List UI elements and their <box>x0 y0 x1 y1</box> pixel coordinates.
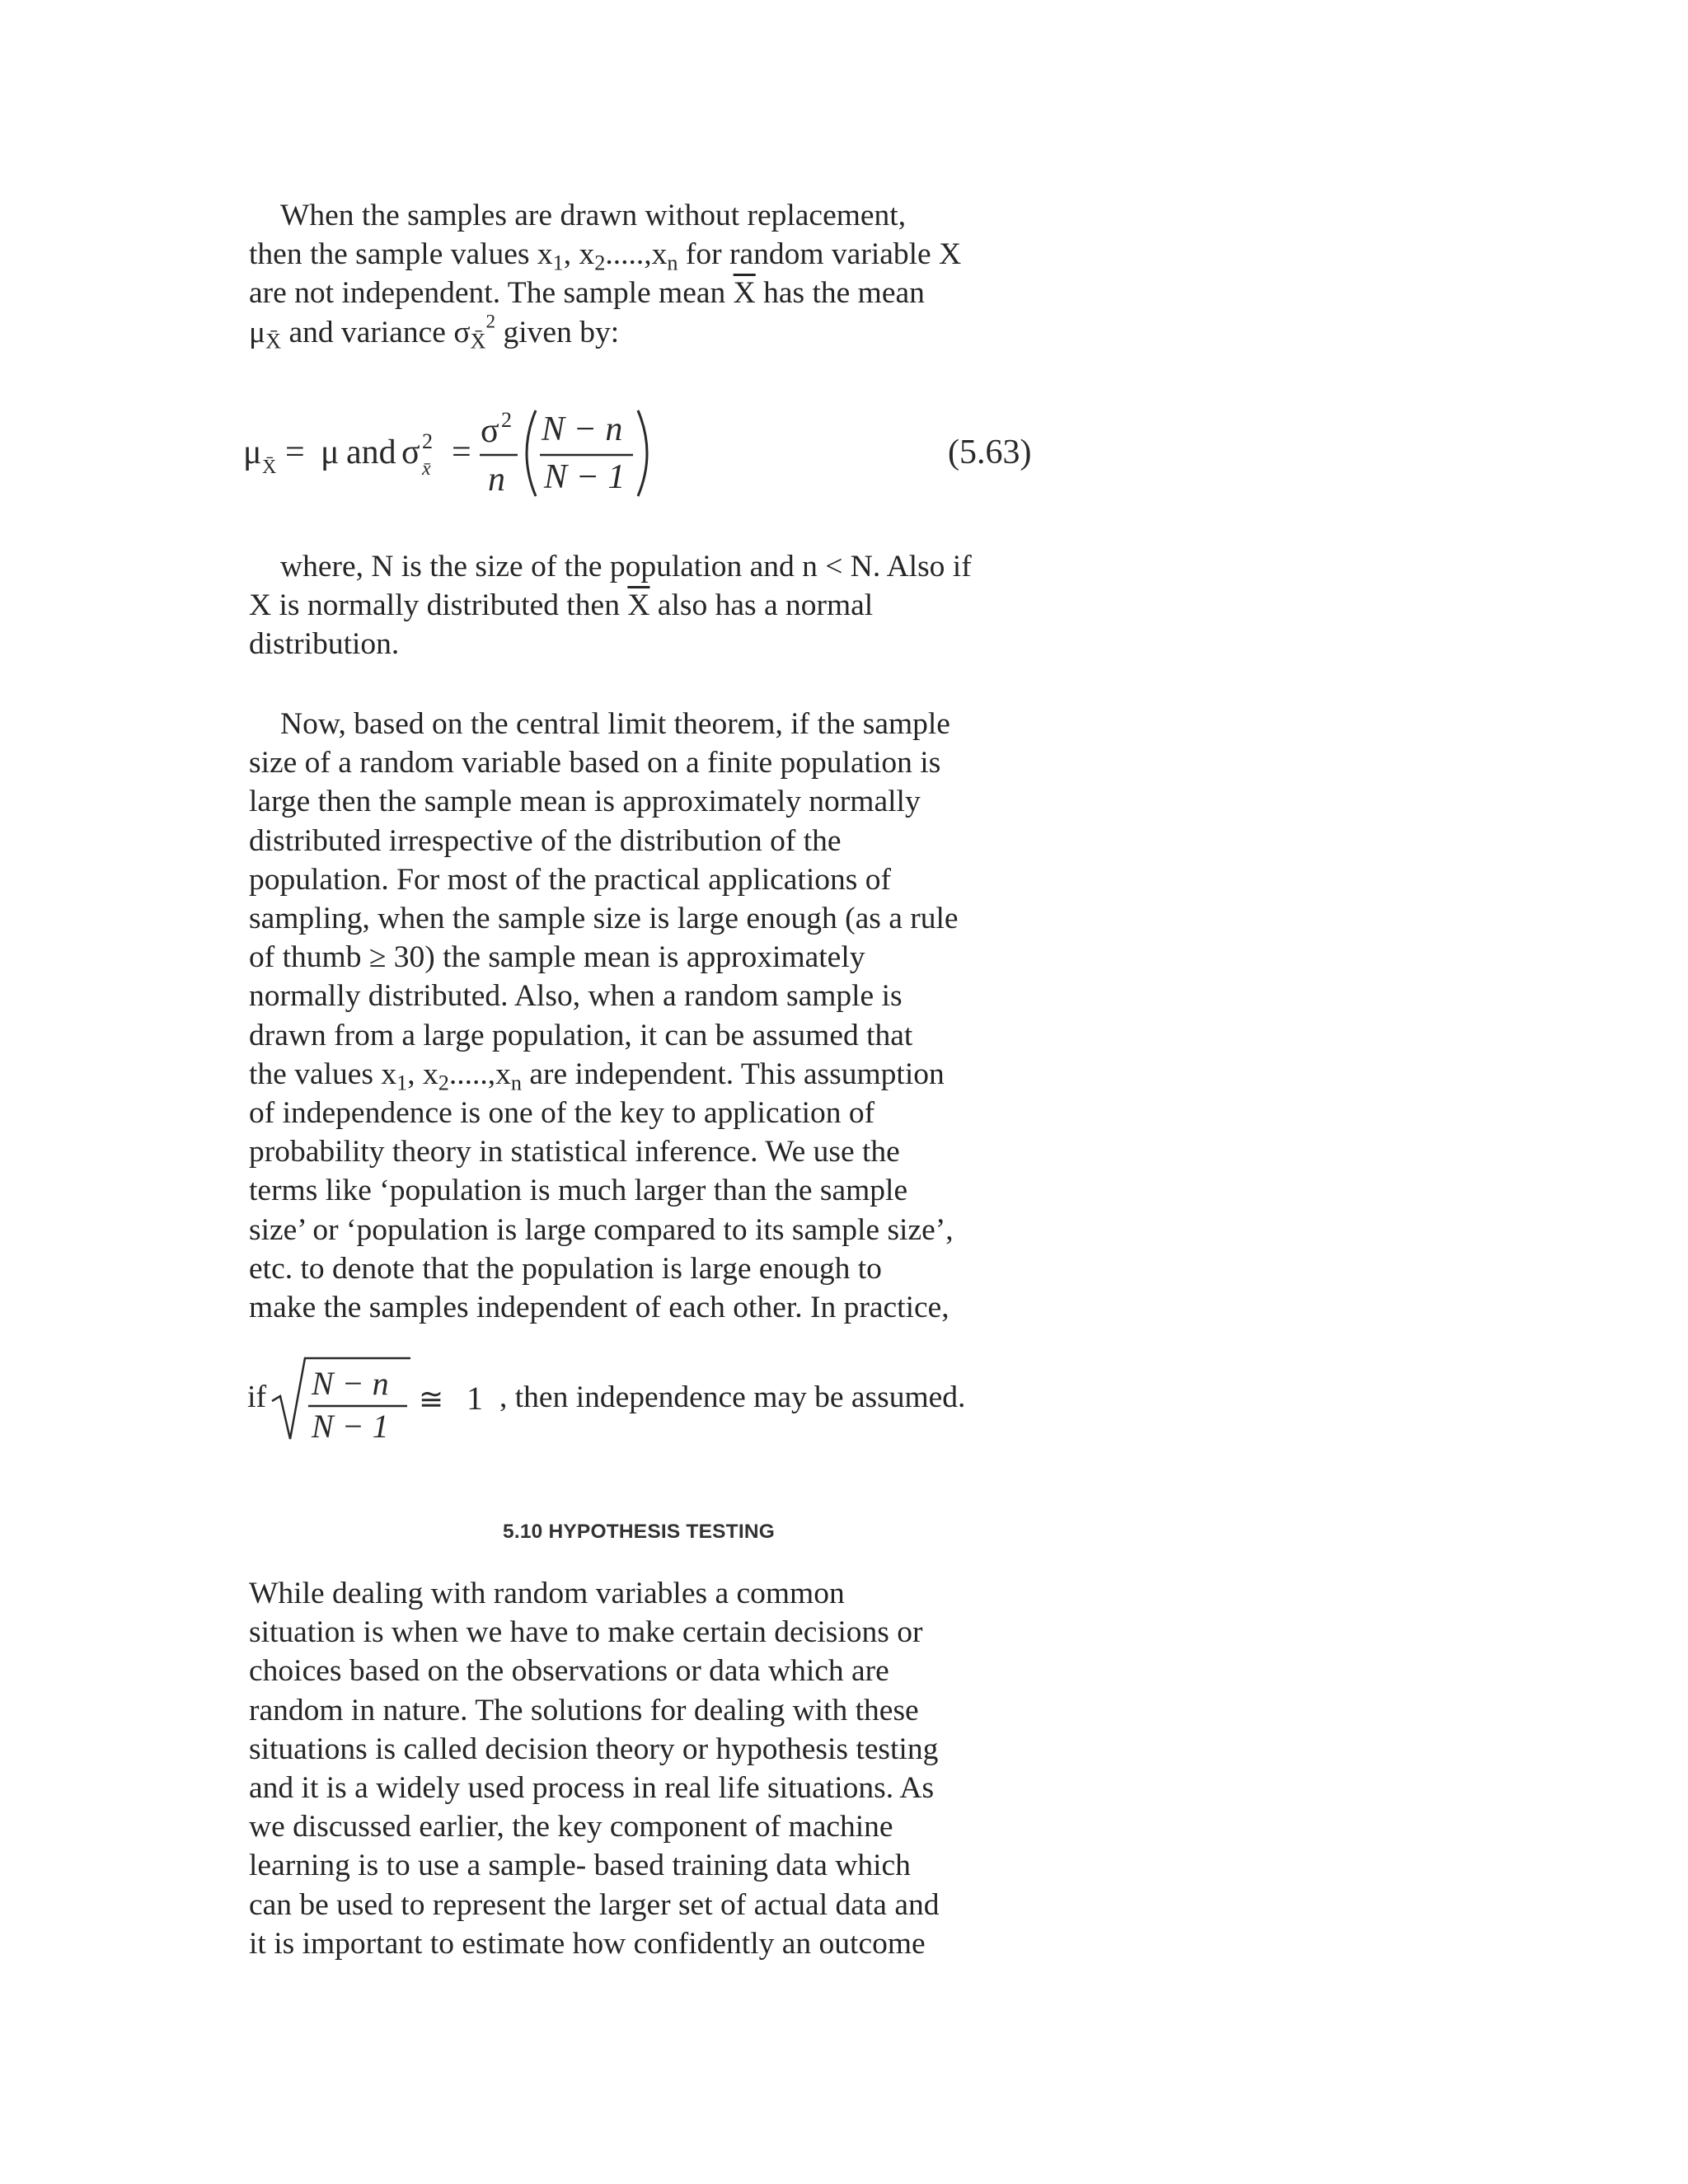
text-line: sampling, when the sample size is large enough (as a rule <box>249 902 959 936</box>
text-line: random in nature. The solutions for dealing with these <box>249 1693 919 1727</box>
eq-num-sigma: σ <box>481 412 499 450</box>
eq2-top: N − n <box>312 1365 389 1402</box>
paragraph-central-limit-theorem <box>249 705 1073 1327</box>
paragraph-sampling-without-replacement <box>249 196 1073 352</box>
text-line: the values $x_1$, $x_2.....,x_n$ are independent. This assumption <box>249 1057 945 1095</box>
paragraph-population-size <box>249 547 1073 664</box>
text-line: where, N is the size of the population and n < N. Also if <box>280 550 972 583</box>
text-line: population. For most of the practical applications of <box>249 862 891 897</box>
eq-den-n: n <box>488 461 505 499</box>
text-line: make the samples independent of each other. In practice, <box>249 1291 950 1325</box>
text-line: learning is to use a sample- based training data which <box>249 1849 911 1883</box>
section-heading: 5.10 HYPOTHESIS TESTING <box>503 1521 775 1543</box>
text-line: large then the sample mean is approximately normally <box>249 785 921 819</box>
text-line: distribution. <box>249 627 400 662</box>
equation-number: (5.63) <box>948 434 1032 471</box>
eq-equals-2: = <box>452 434 471 471</box>
text-line: can be used to represent the larger set of actual data and <box>249 1887 940 1922</box>
eq2-approx: ≅ <box>419 1383 444 1416</box>
equation-5-63 <box>0 387 1688 511</box>
text-line: size’ or ‘population is large compared to its sample size’, <box>249 1212 954 1247</box>
equation-independence-condition <box>0 1343 511 1459</box>
text-line: are not independent. The sample mean $\overline{X}$ has the mean <box>249 276 925 311</box>
text-line: When the samples are drawn without replacement, <box>280 199 907 232</box>
eq-frac-bottom: N − 1 <box>544 458 626 496</box>
text-line: normally distributed. Also, when a random sample is <box>249 979 903 1014</box>
text-line: drawn from a large population, it can be assumed that <box>249 1018 913 1052</box>
text-line: terms like ‘population is much larger than the sample <box>249 1174 908 1208</box>
text-line: situation is when we have to make certain decisions or <box>249 1615 923 1650</box>
text-line: etc. to denote that the population is large enough to <box>249 1251 882 1286</box>
eq-mu: μ <box>321 434 340 471</box>
text-line: Now, based on the central limit theorem, if the sample <box>280 707 950 741</box>
text-line: of thumb ≥ 30) the sample mean is approximately <box>249 940 865 975</box>
text-line: $\mu_{X̄}$ and variance $\sigma_{X̄}^2$ given by: <box>249 311 620 353</box>
text-line: distributed irrespective of the distribution of the <box>249 823 842 858</box>
eq-frac-top: N − n <box>542 410 623 448</box>
eq-equals-1: = <box>285 434 305 471</box>
text-line: we discussed earlier, the key component of machine <box>249 1810 893 1844</box>
paragraph-hypothesis-testing <box>249 1574 1073 1963</box>
text-line: X is normally distributed then $\overline{X}$ also has a normal <box>249 588 874 623</box>
independence-text: , then independence may be assumed. <box>499 1380 966 1414</box>
eq2-if: if <box>247 1380 267 1414</box>
text-line: probability theory in statistical inference. We use the <box>249 1135 900 1169</box>
text-line: While dealing with random variables a common <box>249 1577 845 1610</box>
text-line: and it is a widely used process in real life situations. As <box>249 1771 935 1806</box>
left-paren <box>527 410 536 496</box>
text-line: situations is called decision theory or hypothesis testing <box>249 1732 939 1766</box>
eq-num-sup: 2 <box>501 408 512 432</box>
text-line: of independence is one of the key to application of <box>249 1096 875 1131</box>
eq2-one: 1 <box>467 1380 483 1417</box>
eq-sigma-sub: x̄ <box>422 458 431 480</box>
right-paren <box>638 410 647 496</box>
text-line: choices based on the observations or data which are <box>249 1654 889 1689</box>
eq-lhs-sub: X̄ <box>262 457 277 478</box>
text-line: then the sample values $x_1$, $x_2.....,x_n$ for random variable X <box>249 237 962 275</box>
eq-and: and <box>346 434 396 471</box>
eq2-bottom: N − 1 <box>312 1408 389 1445</box>
eq-lhs-mu: μ <box>243 434 262 471</box>
text-line: it is important to estimate how confidently an outcome <box>249 1926 926 1961</box>
text-line: size of a random variable based on a finite population is <box>249 746 941 780</box>
eq-sigma-sup: 2 <box>422 429 433 453</box>
eq-sigma: σ <box>401 434 420 471</box>
